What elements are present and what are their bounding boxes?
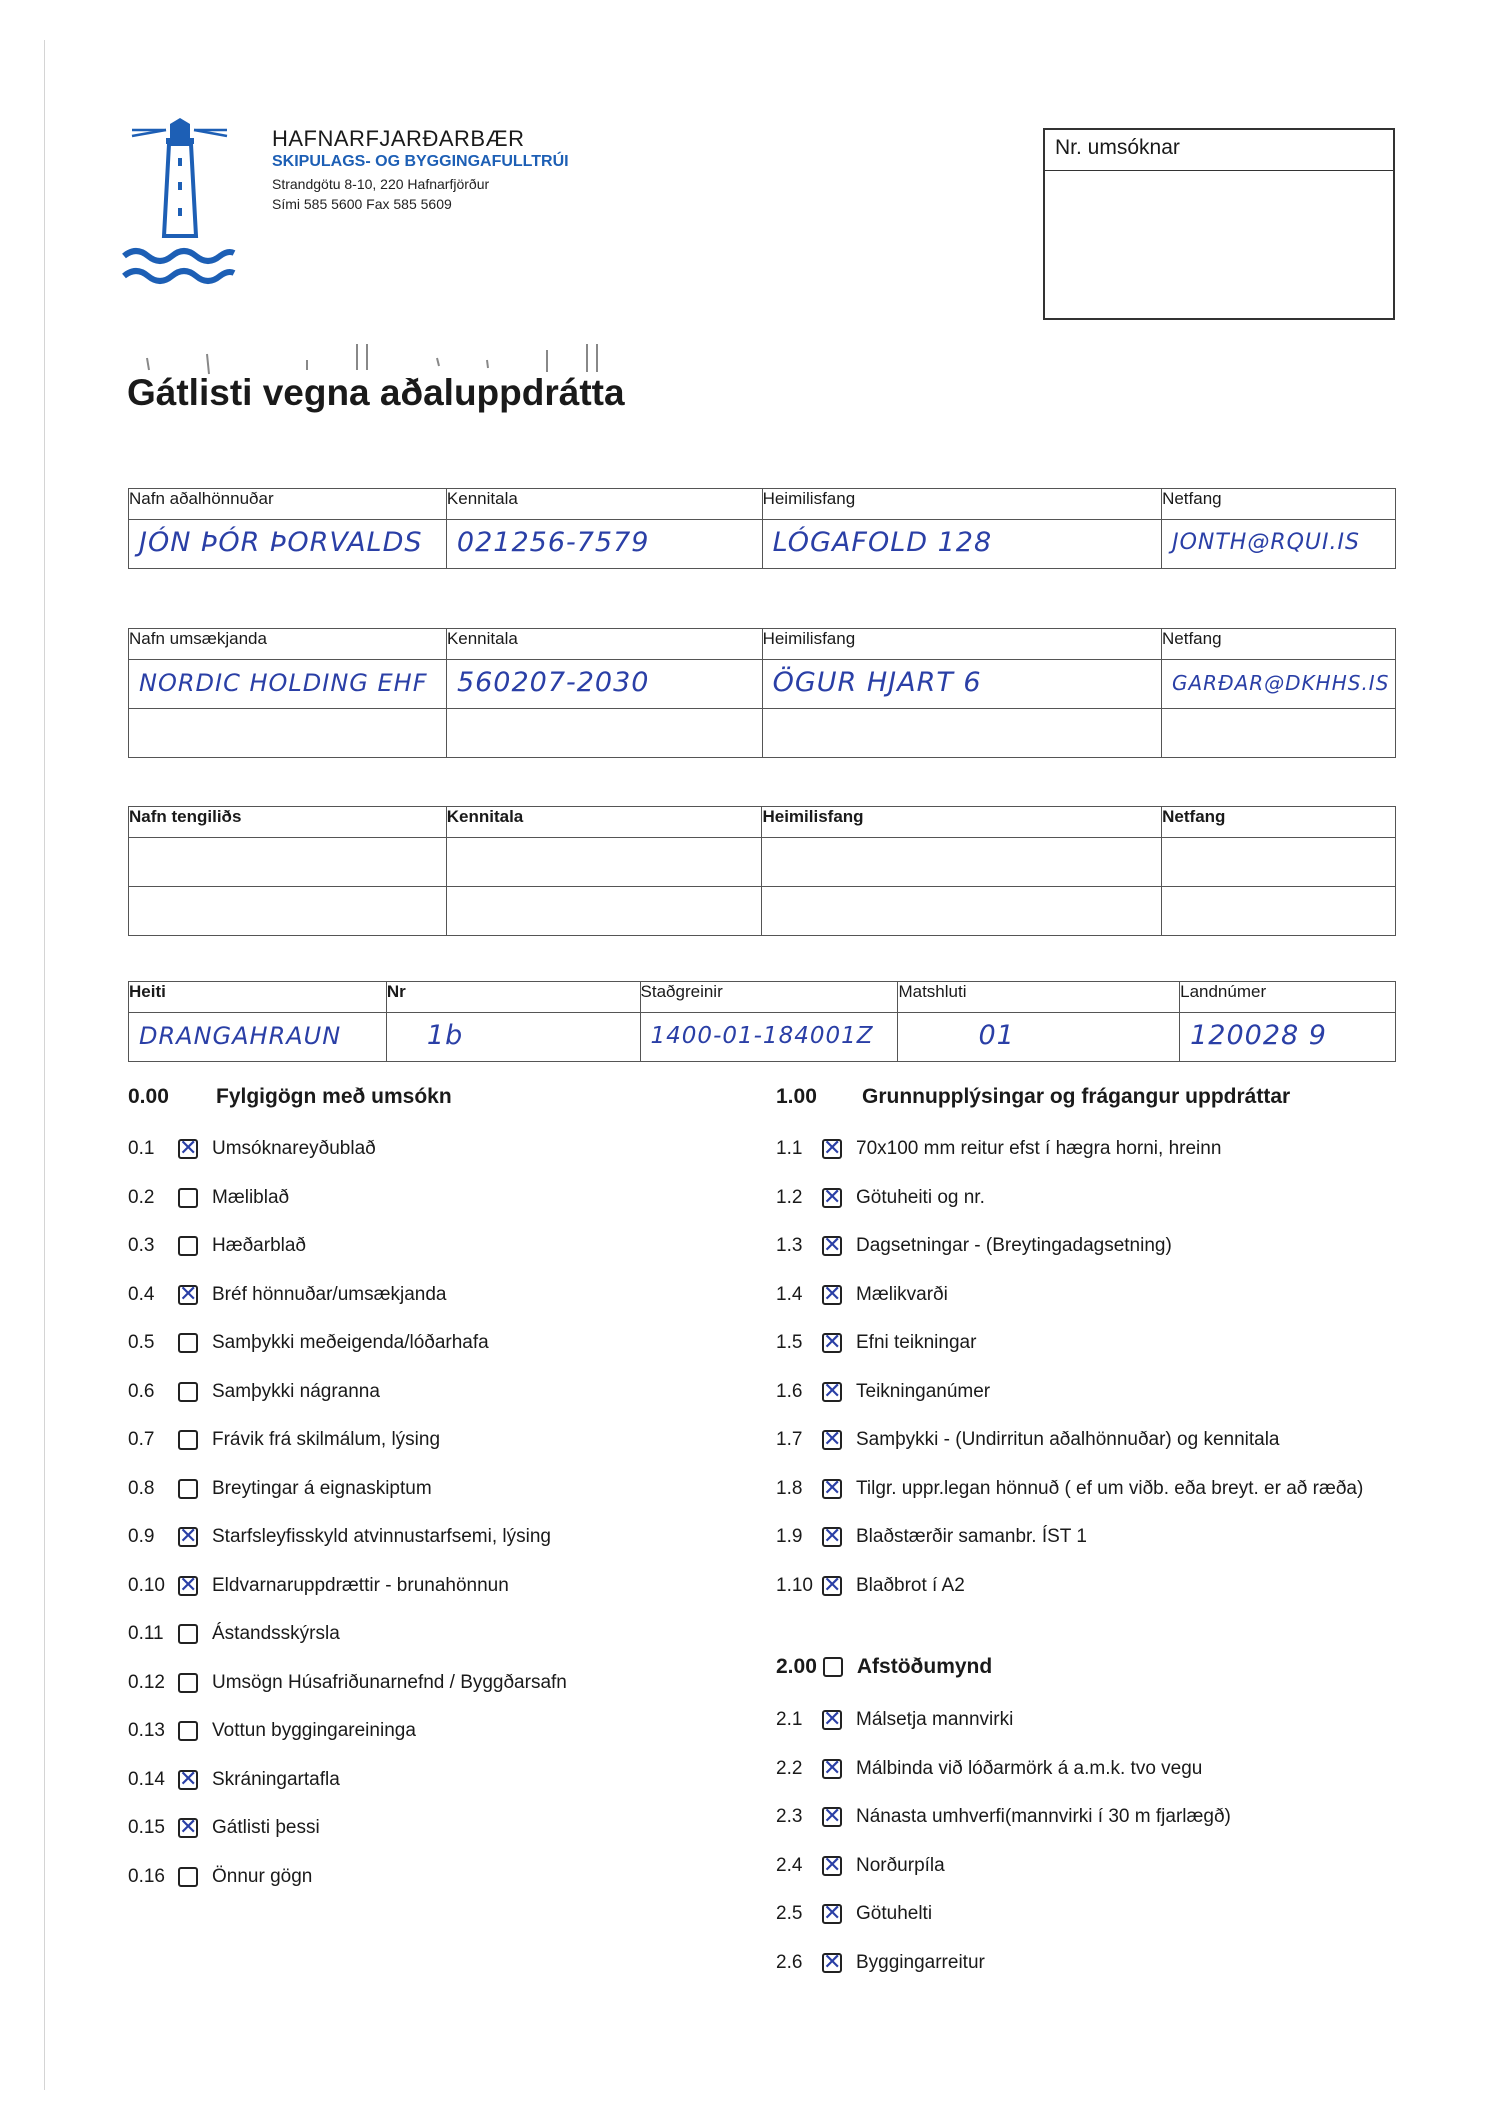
checklist-item-number: 0.8 [128,1477,155,1499]
checklist-item[interactable] [128,1232,306,1260]
checklist-item[interactable] [128,1620,340,1648]
checklist-item[interactable] [128,1329,489,1357]
checklist-item[interactable] [128,1426,440,1454]
checklist-item-number: 1.8 [776,1477,803,1499]
applicant-name-value: NORDIC HOLDING EHF [139,669,428,697]
checklist-item[interactable] [128,1863,312,1891]
property-code-value: 1400-01-184001Z [650,1023,874,1049]
checklist-checkbox[interactable] [822,1430,842,1450]
applicant-address-header: Heimilisfang [762,629,1161,660]
checklist-item-number: 1.4 [776,1283,803,1305]
checklist-item-number: 2.6 [776,1951,803,1973]
property-landno-value: 120028 9 [1190,1020,1327,1051]
section-1-heading [776,1085,1290,1109]
checklist-item[interactable] [128,1281,446,1309]
applicant-email-value: GARÐAR@DKHHS.IS [1172,671,1390,695]
checklist-checkbox[interactable] [178,1673,198,1693]
contact-email-cell[interactable] [1162,887,1396,936]
checklist-item-number: 0.4 [128,1283,155,1305]
checklist-item-number: 0.5 [128,1332,155,1353]
checklist-checkbox[interactable] [822,1139,842,1159]
contact-name-header: Nafn tengiliðs [129,807,447,838]
checklist-checkbox[interactable] [178,1527,198,1547]
applicant-table [128,628,1396,758]
checklist-item-label: Tilgr. uppr.legan hönnuð ( ef um viðb. eða breyt. er að ræða) [856,1477,1364,1499]
checklist-item[interactable] [776,1184,985,1212]
designer-id-value: 021256-7579 [456,527,650,558]
checklist-item[interactable] [128,1378,380,1406]
checklist-item-label: Önnur gögn [212,1865,313,1887]
checklist-item-label: Vottun byggingareininga [212,1720,416,1741]
application-number-label: Nr. umsóknar [1055,136,1180,159]
checklist-checkbox[interactable] [822,1710,842,1730]
application-number-box[interactable] [1043,128,1395,320]
checklist-item-number: 1.10 [776,1574,813,1596]
checklist-checkbox[interactable] [178,1333,198,1353]
checklist-checkbox[interactable] [178,1576,198,1596]
checklist-item-label: Hæðarblað [212,1235,306,1256]
checklist-checkbox[interactable] [822,1953,842,1973]
section-2-heading[interactable] [776,1655,992,1679]
checklist-item-label: Efni teikningar [856,1332,977,1353]
property-name-header: Heiti [129,982,387,1013]
checklist-checkbox[interactable] [178,1188,198,1208]
checklist-item-label: Samþykki - (Undirritun aðalhönnuðar) og kennitala [856,1429,1280,1450]
checklist-item-label: Teikninganúmer [856,1380,991,1402]
checklist-item-label: Eldvarnaruppdrættir - brunahönnun [212,1574,509,1596]
checklist-item-label: Blaðbrot í A2 [856,1574,965,1596]
contact-address-cell[interactable] [762,887,1162,936]
checklist-item-label: Blaðstærðir samanbr. ÍST 1 [856,1526,1087,1547]
checklist-checkbox[interactable] [178,1285,198,1305]
section-2-code: 2.00 [776,1655,817,1678]
checklist-item-label: Dagsetningar - (Breytingadagsetning) [856,1235,1172,1256]
checklist-item-number: 1.3 [776,1235,803,1256]
checklist-item-number: 0.10 [128,1574,165,1596]
applicant-address-value: ÖGUR HJART 6 [772,667,982,698]
applicant-name-header: Nafn umsækjanda [129,629,447,660]
checklist-checkbox[interactable] [178,1382,198,1402]
contact-email-header: Netfang [1162,807,1396,838]
checklist-item-number: 2.3 [776,1806,803,1827]
page-title: Gátlisti vegna aðaluppdrátta [127,372,625,413]
checklist-item-number: 0.9 [128,1526,155,1547]
checklist-item-label: Málbinda við lóðarmörk á a.m.k. tvo vegu [856,1757,1203,1779]
checklist-item-label: Byggingarreitur [856,1951,985,1973]
property-unit-header: Matshluti [898,982,1180,1013]
section-1-code: 1.00 [776,1085,817,1108]
checklist-item[interactable] [776,1852,945,1880]
section-2-title: Afstöðumynd [856,1655,993,1678]
checklist-checkbox[interactable] [822,1576,842,1596]
org-phone: Sími 585 5600 Fax 585 5609 [272,196,452,212]
checklist-checkbox[interactable] [178,1139,198,1159]
designer-email-header: Netfang [1162,489,1396,520]
checklist-item-label: Samþykki nágranna [212,1380,380,1402]
applicant-id-value: 560207-2030 [456,667,650,698]
checklist-item-number: 2.5 [776,1903,803,1924]
contact-id-cell[interactable] [446,838,762,887]
section-2-checkbox[interactable] [823,1657,843,1677]
contact-address-cell[interactable] [762,838,1162,887]
checklist-checkbox[interactable] [178,1624,198,1644]
checklist-item[interactable] [776,1281,948,1309]
checklist-checkbox[interactable] [822,1188,842,1208]
checklist-item-number: 1.2 [776,1186,803,1208]
checklist-item-number: 1.1 [776,1138,803,1159]
checklist-item[interactable] [776,1572,965,1600]
checklist-item-number: 2.4 [776,1854,803,1876]
designer-table [128,488,1396,569]
checklist-item-label: Umsögn Húsafriðunarnefnd / Byggðarsafn [212,1671,567,1693]
checklist-item-number: 0.16 [128,1865,165,1887]
checklist-item[interactable] [128,1135,376,1163]
checklist-item[interactable] [776,1378,990,1406]
property-name-value: DRANGAHRAUN [139,1022,342,1050]
designer-address-header: Heimilisfang [762,489,1162,520]
property-landno-header: Landnúmer [1180,982,1396,1013]
designer-address-value: LÓGAFOLD 128 [772,527,993,558]
contact-id-header: Kennitala [446,807,762,838]
checklist-item-label: 70x100 mm reitur efst í hægra horni, hreinn [856,1138,1222,1159]
checklist-checkbox[interactable] [178,1770,198,1790]
designer-name-value: JÓN ÞÓR ÞORVALDS [139,527,423,558]
divider [1045,170,1393,171]
designer-id-header: Kennitala [446,489,762,520]
checklist-item[interactable] [776,1135,1221,1163]
checklist-item[interactable] [776,1900,932,1928]
checklist-item[interactable] [128,1717,416,1745]
checklist-item-number: 0.11 [128,1623,164,1644]
contact-table [128,806,1396,936]
checklist-item-label: Ástandsskýrsla [212,1623,340,1644]
contact-name-cell[interactable] [129,887,447,936]
contact-address-header: Heimilisfang [762,807,1162,838]
checklist-item[interactable] [776,1706,1013,1734]
checklist-checkbox[interactable] [822,1479,842,1499]
checklist-item-number: 0.13 [128,1720,165,1741]
checklist-item-label: Mælikvarði [856,1283,948,1305]
checklist-item[interactable] [776,1329,976,1357]
checklist-item-label: Breytingar á eignaskiptum [212,1477,432,1499]
checklist-item-label: Nánasta umhverfi(mannvirki í 30 m fjarlægð) [856,1806,1231,1827]
checklist-item-number: 1.7 [776,1429,803,1450]
checklist-checkbox[interactable] [822,1285,842,1305]
checklist-item-label: Mæliblað [212,1186,290,1208]
checklist-checkbox[interactable] [822,1382,842,1402]
checklist-item[interactable] [128,1669,567,1697]
checklist-checkbox[interactable] [178,1430,198,1450]
checklist-item-label: Norðurpíla [856,1854,945,1876]
checklist-item[interactable] [128,1475,432,1503]
checklist-item[interactable] [128,1523,551,1551]
applicant-blank-cell[interactable] [762,709,1161,758]
property-number-value: 1b [426,1020,464,1051]
checklist-item-number: 0.12 [128,1671,165,1693]
checklist-checkbox[interactable] [178,1721,198,1741]
property-table [128,981,1396,1062]
section-0-heading [128,1085,452,1109]
checklist-item[interactable] [128,1184,289,1212]
checklist-item-label: Götuhelti [856,1903,933,1924]
checklist-checkbox[interactable] [822,1856,842,1876]
checklist-item-number: 1.9 [776,1526,803,1547]
checklist-item[interactable] [128,1572,509,1600]
applicant-blank-cell[interactable] [446,709,762,758]
designer-email-value: JONTH@RQUI.IS [1172,530,1360,555]
property-number-header: Nr [386,982,640,1013]
checklist-checkbox[interactable] [822,1807,842,1827]
designer-name-header: Nafn aðalhönnuðar [129,489,447,520]
property-code-header: Staðgreinir [640,982,898,1013]
checklist-item[interactable] [776,1426,1280,1454]
checklist-item-number: 0.7 [128,1429,155,1450]
org-name: HAFNARFJARÐARBÆR [272,126,525,151]
checklist-item-number: 0.1 [128,1138,155,1159]
checklist-item-number: 1.5 [776,1332,803,1353]
checklist-item[interactable] [776,1949,985,1977]
checklist-item-number: 0.15 [128,1817,165,1838]
checklist-checkbox[interactable] [822,1759,842,1779]
checklist-checkbox[interactable] [822,1236,842,1256]
checklist-item-label: Skráningartafla [212,1768,340,1790]
applicant-blank-cell[interactable] [129,709,447,758]
checklist-item[interactable] [776,1523,1087,1551]
applicant-id-header: Kennitala [446,629,762,660]
checklist-checkbox[interactable] [178,1236,198,1256]
checklist-item-label: Frávik frá skilmálum, lýsing [212,1429,441,1450]
section-0-title: Fylgigögn með umsókn [216,1085,452,1108]
checklist-item-number: 1.6 [776,1380,803,1402]
checklist-item-number: 0.2 [128,1186,155,1208]
contact-name-cell[interactable] [129,838,447,887]
section-0-code: 0.00 [128,1085,169,1108]
checklist-item[interactable] [128,1814,320,1842]
checklist-item[interactable] [776,1475,1363,1503]
checklist-checkbox[interactable] [822,1904,842,1924]
checklist-item-label: Umsóknareyðublað [212,1138,376,1159]
checklist-item-label: Málsetja mannvirki [856,1709,1014,1730]
checklist-checkbox[interactable] [178,1479,198,1499]
applicant-blank-cell[interactable] [1162,709,1396,758]
checklist-checkbox[interactable] [178,1867,198,1887]
org-department: SKIPULAGS- OG BYGGINGAFULLTRÚI [272,153,569,170]
checklist-item-label: Samþykki meðeigenda/lóðarhafa [212,1332,489,1353]
checklist-checkbox[interactable] [822,1527,842,1547]
checklist-item-label: Starfsleyfisskyld atvinnustarfsemi, lýsing [212,1526,551,1547]
contact-email-cell[interactable] [1162,838,1396,887]
checklist-item-number: 0.3 [128,1235,155,1256]
checklist-item-number: 0.14 [128,1768,165,1790]
checklist-item-number: 2.2 [776,1757,803,1779]
checklist-item-label: Gátlisti þessi [212,1817,320,1838]
checklist-item[interactable] [776,1232,1172,1260]
checklist-item-number: 2.1 [776,1709,803,1730]
property-unit-value: 01 [978,1020,1015,1051]
org-address: Strandgötu 8-10, 220 Hafnarfjörður [272,176,490,192]
checklist-item[interactable] [776,1803,1231,1831]
lighthouse-logo [122,116,237,291]
section-1-title: Grunnupplýsingar og frágangur uppdráttar [862,1085,1291,1108]
checklist-item-label: Götuheiti og nr. [856,1186,985,1208]
checklist-item[interactable] [776,1755,1202,1783]
applicant-email-header: Netfang [1162,629,1396,660]
checklist-checkbox[interactable] [178,1818,198,1838]
checklist-checkbox[interactable] [822,1333,842,1353]
checklist-item-label: Bréf hönnuðar/umsækjanda [212,1283,447,1305]
checklist-item-number: 0.6 [128,1380,155,1402]
checklist-item[interactable] [128,1766,340,1794]
contact-id-cell[interactable] [446,887,762,936]
scan-edge-line [44,40,45,2090]
